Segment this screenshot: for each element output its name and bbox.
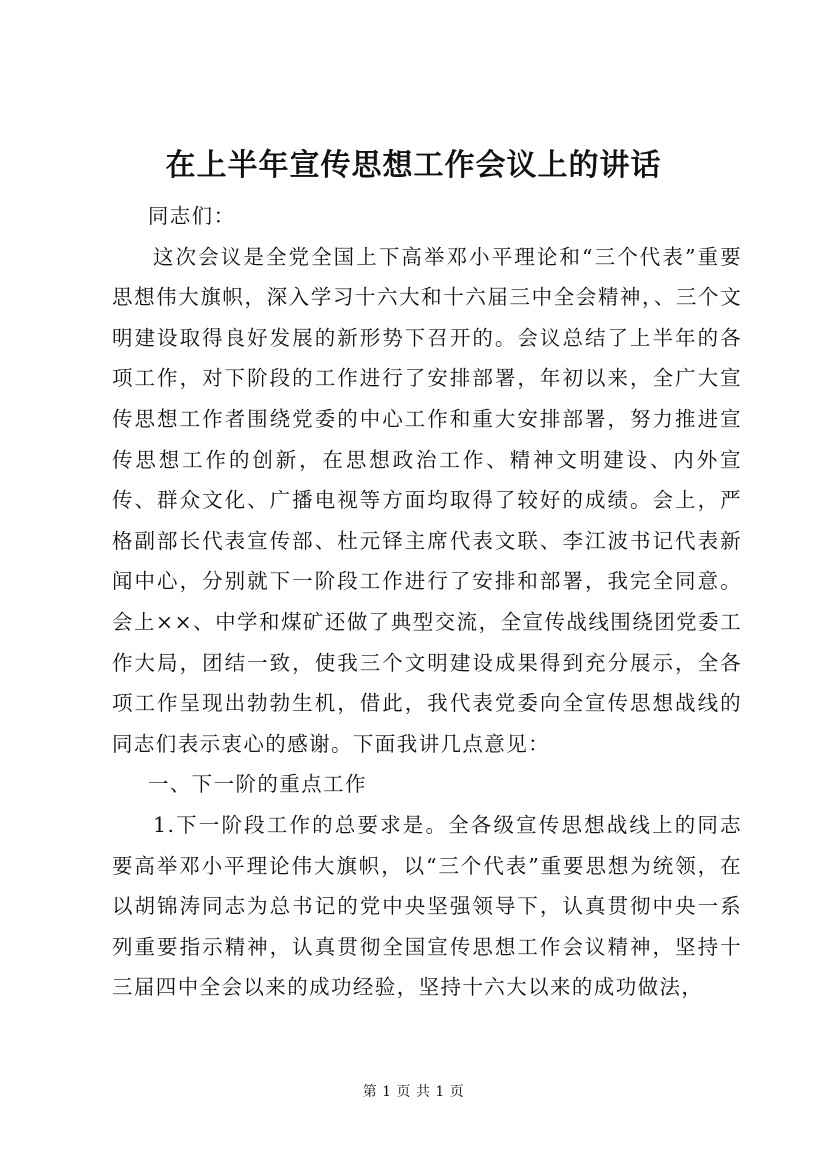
salutation: 同志们： [147,204,236,228]
document-body [112,196,742,1008]
section-paragraph: 1.下一阶段工作的总要求是。全各级宣传思想战线上的同志要高举邓小平理论伟大旗帜，以“三个代表”重要思想为统领，在以胡锦涛同志为总书记的党中央坚强领导下，认真贯彻中央一系列重要指示精神，认真贯彻全国宣传思想工作会议精神，坚持十三届四中全会以来的成功经验，坚持十六大以来的成功做法， [112,812,742,1000]
document-title: 在上半年宣传思想工作会议上的讲话 [165,148,662,183]
section-heading: 一、下一阶的重点工作 [147,772,367,797]
page-footer: 第 1 页 共 1 页 [362,1084,465,1100]
body-paragraph: 这次会议是全党全国上下高举邓小平理论和“三个代表”重要思想伟大旗帜，深入学习十六大和十六届三中全会精神，、三个文明建设取得良好发展的新形势下召开的。会议总结了上半年的各项工作，对下阶段的工作进行了安排部署，年初以来，全广大宣传思想工作者围绕党委的中心工作和重大安排部署，努力推进宣传思想工作的创新，在思想政治工作、精神文明建设、内外宣传、群众文化、广播电视等方面均取得了较好的成绩。会上，严格副部长代表宣传部、杜元铎主席代表文联、李江波书记代表新闻中心，分别就下一阶段工作进行了安排和部署，我完全同意。会上××、中学和煤矿还做了典型交流，全宣传战线围绕团党委工作大局，团结一致，使我三个文明建设成果得到充分展示，全各项工作呈现出勃勃生机，借此，我代表党委向全宣传思想战线的同志们表示衷心的感谢。下面我讲几点意见： [112,244,742,756]
